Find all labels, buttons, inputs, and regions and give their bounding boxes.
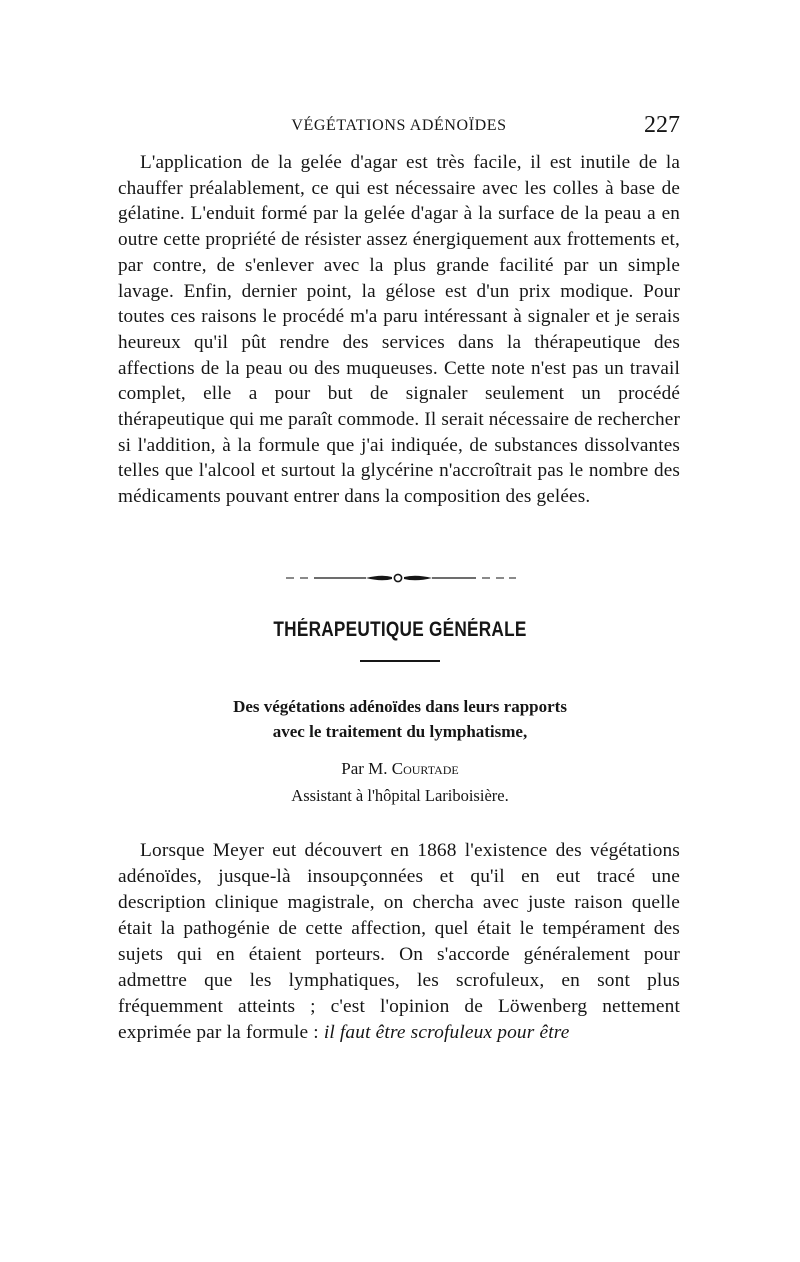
- byline-prefix: Par M.: [341, 759, 388, 778]
- paragraph-agar-jelly: L'application de la gelée d'agar est très facile, il est inutile de la chauffer préalablement, ce qui est nécessaire avec les colles à base de gélatine. L'enduit formé par la gelée d'agar à la surface de la peau a en outre cette propriété de résister assez énergiquement aux frottements et, par contre, de s'enlever avec la plus grande facilité par un simple lavage. Enfin, dernier point, la gélose est d'un prix modique. Pour toutes ces raisons le procédé m'a paru intéressant à signaler et je serais heureux qu'il pût rendre des services dans la thérapeutique des affections de la peau ou des muqueuses. Cette note n'est pas un travail complet, elle a pour but de signaler seulement un procédé thérapeutique qui me paraît commode. Il serait nécessaire de rechercher si l'addition, à la formule que j'ai indiquée, de substances dissolvantes telles que l'alcool et surtout la glycérine n'accroîtrait pas le nombre des médicaments pouvant entrer dans la composition des gelées.: [118, 152, 680, 508]
- byline: [150, 759, 650, 779]
- page-number: 227: [644, 112, 680, 138]
- author-name: Courtade: [391, 759, 459, 778]
- title-rule: [360, 660, 440, 662]
- ornament-divider: [286, 570, 516, 586]
- running-header: [118, 112, 680, 142]
- article-title-line-2: avec le traitement du lymphatisme,: [272, 722, 528, 741]
- running-title: VÉGÉTATIONS ADÉNOÏDES: [291, 117, 507, 134]
- paragraph-article-opening: [118, 838, 680, 1046]
- paragraph-article-text: Lorsque Meyer eut découvert en 1868 l'existence des végétations adénoïdes, jusque-là insoupçonnées et qu'il en eut tracé une description clinique magistrale, on chercha avec juste raison quelle était la pathogénie de cette affection, quel était le tempérament des sujets qui en étaient porteurs. On s'accorde généralement pour admettre que les lymphatiques, les scrofuleux, en sont plus fréquemment atteints ; c'est l'opinion de Löwenberg nettement exprimée par la formule :: [118, 840, 680, 1043]
- author-affiliation: Assistant à l'hôpital Lariboisière.: [291, 786, 509, 805]
- article-title-line-1: Des végétations adénoïdes dans leurs rapports: [233, 697, 567, 716]
- section-title: THÉRAPEUTIQUE GÉNÉRALE: [273, 618, 527, 641]
- ornament-swell-right: [404, 576, 432, 581]
- ornament-swell-left: [366, 576, 392, 581]
- article-title: [150, 694, 650, 744]
- paragraph-article-italic: il faut être scrofuleux pour être: [323, 1022, 570, 1043]
- ornament-center-ring: [394, 574, 401, 581]
